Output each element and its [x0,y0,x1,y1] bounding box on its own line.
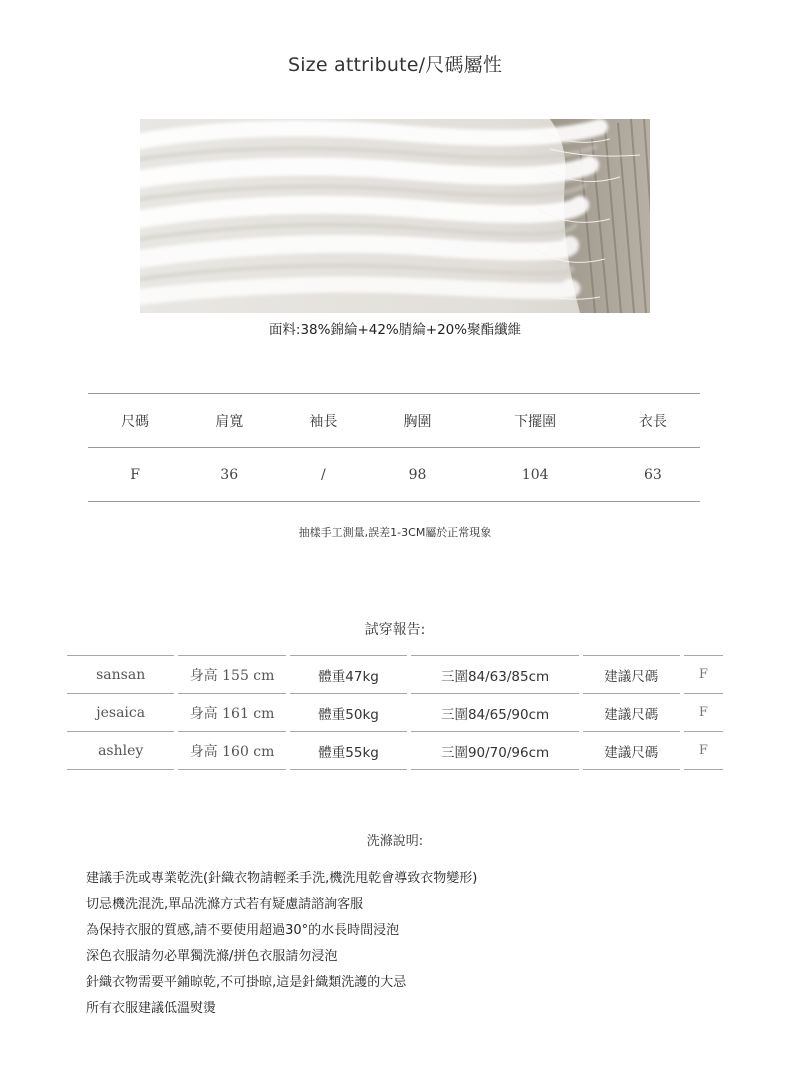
header-cell: 肩寬 [182,394,276,448]
fabric-texture [140,119,650,313]
size-table-row [88,448,700,502]
washing-item: 所有衣服建議低溫熨燙 [86,1001,217,1016]
try-on-table [63,655,727,770]
header-cell: 尺碼 [88,394,182,448]
value-cell: F [88,448,182,502]
suggested-size-label: 建議尺碼 [583,655,680,693]
washing-title: 洗滌說明: [366,834,424,849]
suggested-size: F [684,693,723,731]
value-cell: 36 [182,448,276,502]
model-measurements: 三圍84/63/85cm [411,655,578,693]
model-measurements: 三圍90/70/96cm [411,731,578,770]
washing-item: 為保持衣服的質感,請不要使用超過30°的水長時間浸泡 [86,923,400,938]
try-on-row [67,731,723,770]
header-cell: 胸圍 [370,394,464,448]
suggested-size-label: 建議尺碼 [583,731,680,770]
measurement-note: 抽樣手工測量,誤差1-3CM屬於正常現象 [298,526,492,539]
header-cell: 袖長 [276,394,370,448]
washing-item: 針織衣物需要平鋪晾乾,不可掛晾,這是針織類洗護的大忌 [86,975,407,990]
model-weight: 體重50kg [290,693,408,731]
value-cell: / [276,448,370,502]
header-cell: 下擺圍 [465,394,606,448]
suggested-size: F [684,731,723,770]
model-name: jesaica [67,693,174,731]
size-table-header [88,394,700,448]
model-weight: 體重55kg [290,731,408,770]
washing-item: 深色衣服請勿必單獨洗滌/拼色衣服請勿浸泡 [86,949,338,964]
model-name: sansan [67,655,174,693]
model-height: 身高 161 cm [178,693,285,731]
model-measurements: 三圍84/65/90cm [411,693,578,731]
value-cell: 63 [606,448,700,502]
washing-item: 切忌機洗混洗,單品洗滌方式若有疑慮請諮詢客服 [86,897,364,912]
washing-item: 建議手洗或專業乾洗(針織衣物請輕柔手洗,機洗甩乾會導致衣物變形) [86,871,478,886]
model-weight: 體重47kg [290,655,408,693]
header-cell: 衣長 [606,394,700,448]
try-on-row [67,655,723,693]
page-title: Size attribute/尺碼屬性 [287,54,503,76]
model-height: 身高 160 cm [178,731,285,770]
value-cell: 104 [465,448,606,502]
washing-instructions [86,868,477,1024]
fabric-swatch-image [140,119,650,313]
model-name: ashley [67,731,174,770]
try-on-title: 試穿報告: [364,622,426,638]
suggested-size: F [684,655,723,693]
value-cell: 98 [370,448,464,502]
size-table [88,393,700,502]
suggested-size-label: 建議尺碼 [583,693,680,731]
try-on-row [67,693,723,731]
fabric-composition: 面料:38%錦綸+42%腈綸+20%聚酯纖維 [268,322,522,338]
model-height: 身高 155 cm [178,655,285,693]
